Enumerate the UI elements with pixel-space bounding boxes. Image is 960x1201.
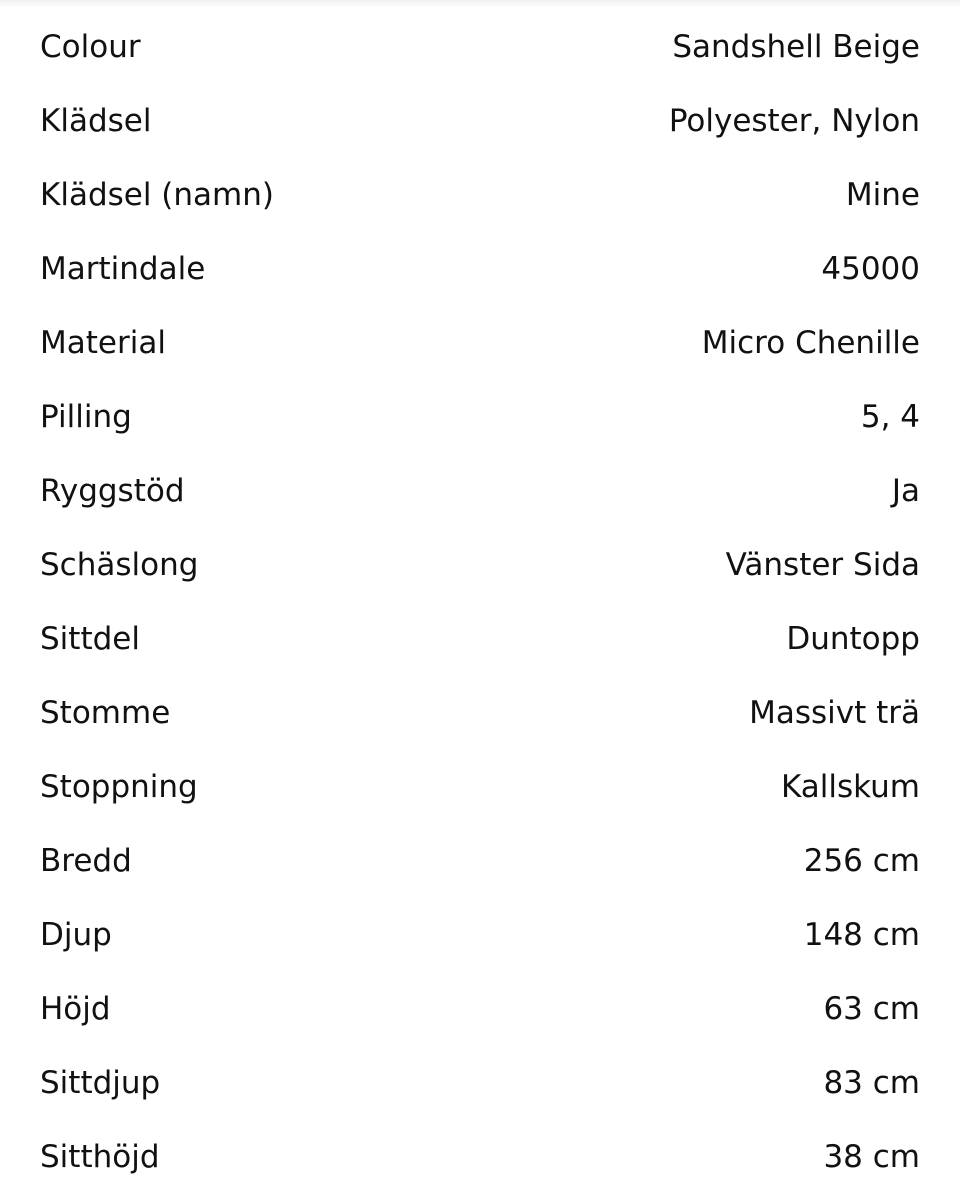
spec-row-kladsel-namn — [40, 158, 920, 232]
spec-value: Polyester, Nylon — [668, 102, 920, 139]
spec-value: Duntopp — [786, 620, 920, 657]
spec-row-hojd — [40, 972, 920, 1046]
spec-label: Material — [40, 324, 166, 361]
spec-row-bredd — [40, 824, 920, 898]
spec-label: Sitthöjd — [40, 1138, 160, 1175]
spec-value: Micro Chenille — [701, 324, 920, 361]
spec-row-djup — [40, 898, 920, 972]
spec-value: Ja — [891, 472, 920, 509]
spec-row-stomme — [40, 676, 920, 750]
spec-value: 45000 — [821, 250, 920, 287]
spec-label: Ryggstöd — [40, 472, 185, 509]
spec-value: Mine — [845, 176, 920, 213]
spec-label: Schäslong — [40, 546, 199, 583]
spec-value: 83 cm — [823, 1064, 920, 1101]
spec-label: Klädsel (namn) — [40, 176, 274, 213]
spec-label: Djup — [40, 916, 112, 953]
spec-value: Vänster Sida — [725, 546, 920, 583]
spec-label: Höjd — [40, 990, 111, 1027]
spec-label: Sittdjup — [40, 1064, 161, 1101]
spec-value: Massivt trä — [749, 694, 920, 731]
spec-row-sittdel — [40, 602, 920, 676]
spec-row-pilling — [40, 380, 920, 454]
spec-label: Colour — [40, 28, 141, 65]
spec-value: 148 cm — [803, 916, 920, 953]
spec-label: Klädsel — [40, 102, 152, 139]
spec-label: Pilling — [40, 398, 132, 435]
spec-row-schaslong — [40, 528, 920, 602]
spec-row-ryggstod — [40, 454, 920, 528]
spec-row-colour — [40, 10, 920, 84]
spec-value: 256 cm — [803, 842, 920, 879]
spec-row-stoppning — [40, 750, 920, 824]
spec-row-material — [40, 306, 920, 380]
spec-label: Martindale — [40, 250, 206, 287]
spec-label: Sittdel — [40, 620, 140, 657]
spec-value: Sandshell Beige — [672, 28, 920, 65]
spec-label: Stomme — [40, 694, 171, 731]
spec-row-sittdjup — [40, 1046, 920, 1120]
top-shadow — [0, 0, 960, 8]
spec-row-kladsel — [40, 84, 920, 158]
spec-label: Bredd — [40, 842, 132, 879]
spec-row-martindale — [40, 232, 920, 306]
product-specifications-list — [40, 10, 920, 1194]
spec-value: 38 cm — [823, 1138, 920, 1175]
spec-row-sitthojd — [40, 1120, 920, 1194]
spec-value: 5, 4 — [860, 398, 920, 435]
spec-value: Kallskum — [780, 768, 920, 805]
spec-value: 63 cm — [823, 990, 920, 1027]
spec-label: Stoppning — [40, 768, 198, 805]
